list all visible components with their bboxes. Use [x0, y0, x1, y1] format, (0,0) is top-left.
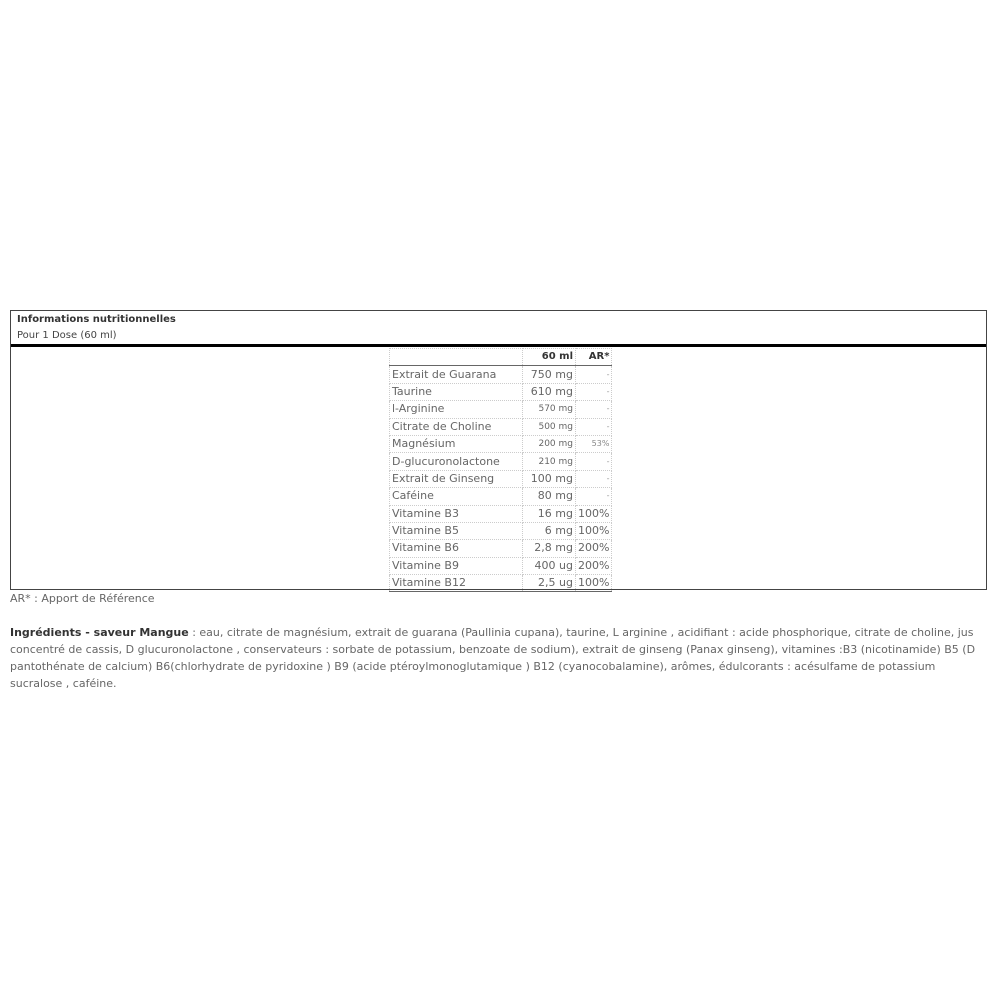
nutrient-ar: - — [576, 401, 612, 418]
table-row — [390, 575, 612, 592]
nutrient-ar: - — [576, 366, 612, 383]
table-row — [390, 453, 612, 470]
nutrient-name: Citrate de Choline — [390, 418, 523, 435]
nutrient-qty: 610 mg — [523, 383, 576, 400]
nutrient-ar: 100% — [576, 575, 612, 592]
nutrient-qty: 500 mg — [523, 418, 576, 435]
nutrient-ar: - — [576, 470, 612, 487]
nutrient-ar: - — [576, 383, 612, 400]
table-row — [390, 401, 612, 418]
nutrient-ar: - — [576, 488, 612, 505]
nutrient-qty: 750 mg — [523, 366, 576, 383]
nutrient-qty: 210 mg — [523, 453, 576, 470]
column-header-ar: AR* — [576, 349, 612, 366]
table-row — [390, 470, 612, 487]
nutrient-name: Taurine — [390, 383, 523, 400]
table-row — [390, 488, 612, 505]
table-row — [390, 435, 612, 452]
table-row — [390, 557, 612, 574]
nutrition-title: Informations nutritionnelles — [17, 314, 176, 325]
nutrient-qty: 100 mg — [523, 470, 576, 487]
nutrient-qty: 16 mg — [523, 505, 576, 522]
table-row — [390, 366, 612, 383]
nutrient-qty: 400 ug — [523, 557, 576, 574]
nutrient-ar: 53% — [576, 435, 612, 452]
nutrient-name: Vitamine B3 — [390, 505, 523, 522]
nutrient-qty: 570 mg — [523, 401, 576, 418]
nutrient-ar: 100% — [576, 505, 612, 522]
nutrient-qty: 2,5 ug — [523, 575, 576, 592]
ingredients-text: : eau, citrate de magnésium, extrait de guarana (Paullinia cupana), taurine, L arginine , acidifiant : acide phosphorique, citrate de choline, jus concentré de cassis, D glucuronolactone , conservateurs : sorbate de potassium, benzoate de sodium), extrait de ginseng (Panax ginseng), vitamines :B3 (nicotinamide) B5 (D pantothénate de calcium) B6(chlorhydrate de pyridoxine ) B9 (acide ptéroylmonoglutamique ) B12 (cyanocobalamine), arômes, édulcorants : acésulfame de potassium sucralose , caféine. — [10, 626, 976, 690]
nutrient-name: Vitamine B5 — [390, 522, 523, 539]
table-row — [390, 540, 612, 557]
ingredients-paragraph — [10, 624, 985, 692]
ar-footnote: AR* : Apport de Référence — [10, 592, 155, 605]
nutrient-qty: 200 mg — [523, 435, 576, 452]
nutrient-name: Vitamine B12 — [390, 575, 523, 592]
table-header-row — [390, 349, 612, 366]
serving-size: Pour 1 Dose (60 ml) — [17, 330, 117, 341]
nutrition-table — [389, 348, 612, 592]
nutrient-ar: 200% — [576, 557, 612, 574]
nutrient-ar: - — [576, 418, 612, 435]
nutrient-qty: 6 mg — [523, 522, 576, 539]
table-row — [390, 505, 612, 522]
nutrient-name: D-glucuronolactone — [390, 453, 523, 470]
nutrient-name: Magnésium — [390, 435, 523, 452]
nutrient-ar: 200% — [576, 540, 612, 557]
column-header-nutrient — [390, 349, 523, 366]
ingredients-label: Ingrédients - saveur Mangue — [10, 626, 189, 639]
nutrient-name: l-Arginine — [390, 401, 523, 418]
table-row — [390, 418, 612, 435]
nutrient-qty: 80 mg — [523, 488, 576, 505]
nutrition-panel — [10, 310, 987, 590]
nutrient-name: Extrait de Guarana — [390, 366, 523, 383]
nutrient-ar: - — [576, 453, 612, 470]
nutrient-name: Vitamine B9 — [390, 557, 523, 574]
nutrient-name: Caféine — [390, 488, 523, 505]
divider — [11, 344, 986, 347]
nutrient-name: Extrait de Ginseng — [390, 470, 523, 487]
table-row — [390, 522, 612, 539]
nutrient-qty: 2,8 mg — [523, 540, 576, 557]
nutrient-ar: 100% — [576, 522, 612, 539]
column-header-quantity: 60 ml — [523, 349, 576, 366]
nutrient-name: Vitamine B6 — [390, 540, 523, 557]
table-row — [390, 383, 612, 400]
